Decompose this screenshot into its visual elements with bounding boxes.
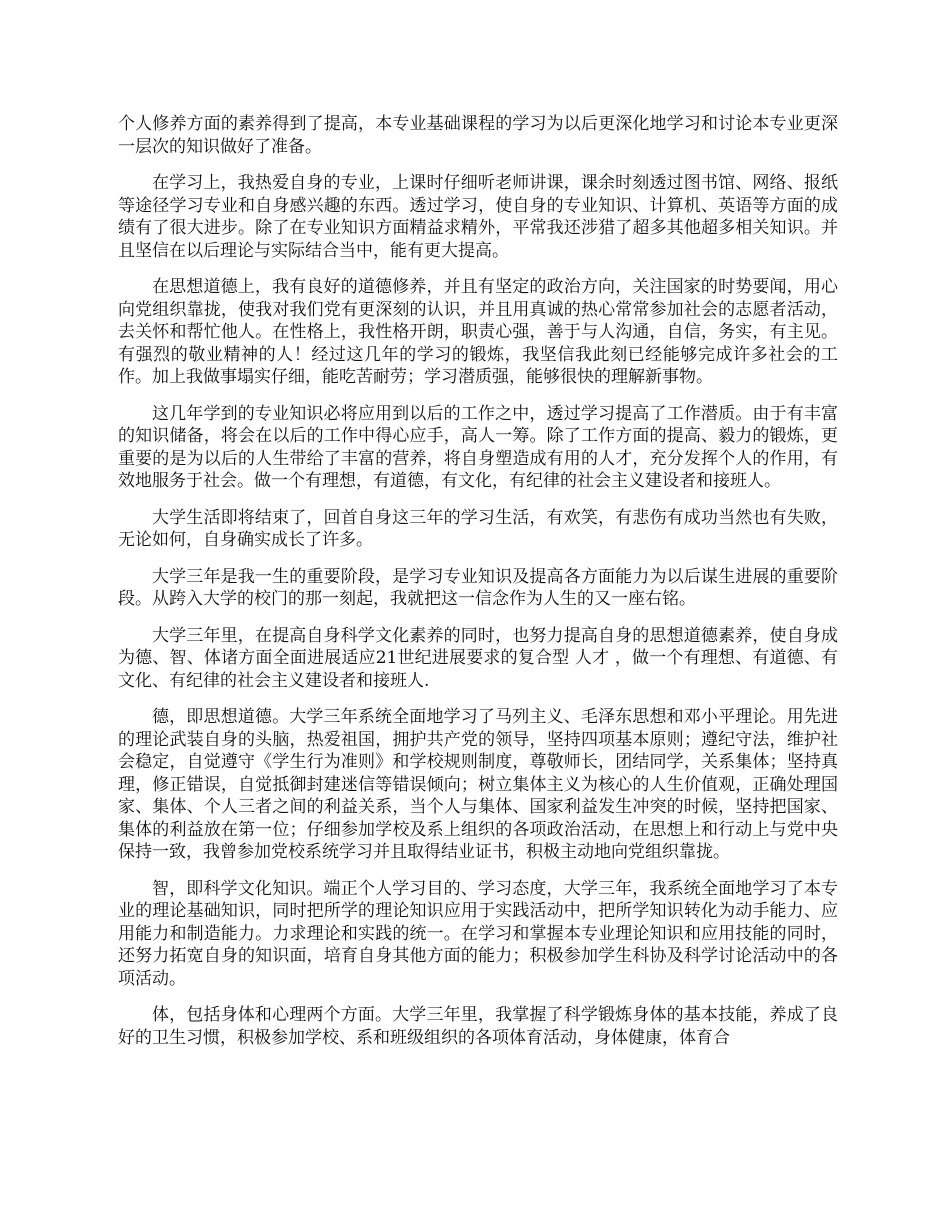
- document-body: [118, 113, 838, 1063]
- paragraph-morality: 德，即思想道德。大学三年系统全面地学习了马列主义、毛泽东思想和邓小平理论。用先进的理论武装自身的头脑，热爱祖国，拥护共产党的领导，坚持四项基本原则；遵纪守法，维护社会稳定，自觉遵守《学生行为准则》和学校规则制度，尊敬师长，团结同学，关系集体；坚持真理，修正错误，自觉抵御封建迷信等错误倾向；树立集体主义为核心的人生价值观，正确处理国家、集体、个人三者之间的利益关系，当个人与集体、国家利益发生冲突的时候，坚持把国家、集体的利益放在第一位；仔细参加学校及系上组织的各项政治活动，在思想上和行动上与党中央保持一致，我曾参加党校系统学习并且取得结业证书，积极主动地向党组织靠拢。: [118, 707, 838, 862]
- paragraph-continuation: 个人修养方面的素养得到了提高，本专业基础课程的学习为以后更深化地学习和讨论本专业更深一层次的知识做好了准备。: [118, 114, 838, 157]
- paragraph-intellect: 智，即科学文化知识。端正个人学习目的、学习态度，大学三年，我系统全面地学习了本专业的理论基础知识，同时把所学的理论知识应用于实践活动中，把所学知识转化为动手能力、应用能力和制造能力。力求理论和实践的统一。在学习和掌握本专业理论知识和应用技能的同时，还努力拓宽自身的知识面，培育自身其他方面的能力；积极参加学生科协及科学讨论活动中的各项活动。: [118, 878, 838, 989]
- paragraph-important-stage: 大学三年是我一生的重要阶段，是学习专业知识及提高各方面能力为以后谋生进展的重要阶段。从跨入大学的校门的那一刻起，我就把这一信念作为人生的又一座右铭。: [118, 566, 838, 609]
- paragraph-study: 在学习上，我热爱自身的专业，上课时仔细听老师讲课，课余时刻透过图书馆、网络、报纸等途径学习专业和自身感兴趣的东西。透过学习，使自身的专业知识、计算机、英语等方面的成绩有了很大进步。除了在专业知识方面精益求精外，平常我还涉猎了超多其他超多相关知识。并且坚信在以后理论与实际结合当中，能有更大提高。: [118, 173, 838, 261]
- paragraph-physical: 体，包括身体和心理两个方面。大学三年里，我掌握了科学锻炼身体的基本技能，养成了良好的卫生习惯，积极参加学校、系和班级组织的各项体育活动，身体健康，体育合: [118, 1005, 838, 1048]
- paragraph-knowledge-application: 这几年学到的专业知识必将应用到以后的工作之中，透过学习提高了工作潜质。由于有丰富的知识储备，将会在以后的工作中得心应手，高人一筹。除了工作方面的提高、毅力的锻炼，更重要的是为以后的人生带给了丰富的营养，将自身塑造成有用的人才，充分发挥个人的作用，有效地服务于社会。做一个有理想，有道德，有文化，有纪律的社会主义建设者和接班人。: [118, 403, 838, 491]
- paragraph-overall-development: 大学三年里，在提高自身科学文化素养的同时，也努力提高自身的思想道德素养，使自身成为德、智、体诸方面全面进展适应21世纪进展要求的复合型 人才 ，做一个有理想、有道德、有文化、有纪律的社会主义建设者和接班人.: [118, 625, 838, 691]
- paragraph-ideology: 在思想道德上，我有良好的道德修养，并且有坚定的政治方向，关注国家的时势要闻，用心向党组织靠拢，使我对我们党有更深刻的认识，并且用真诚的热心常常参加社会的志愿者活动，去关怀和帮忙他人。在性格上，我性格开朗，职责心强，善于与人沟通，自信，务实，有主见。有强烈的敬业精神的人！经过这几年的学习的锻炼，我坚信我此刻已经能够完成许多社会的工作。加上我做事塌实仔细，能吃苦耐劳；学习潜质强，能够很快的理解新事物。: [118, 277, 838, 387]
- paragraph-college-life: 大学生活即将结束了，回首自身这三年的学习生活，有欢笑，有悲伤有成功当然也有失败，无论如何，自身确实成长了许多。: [118, 507, 838, 550]
